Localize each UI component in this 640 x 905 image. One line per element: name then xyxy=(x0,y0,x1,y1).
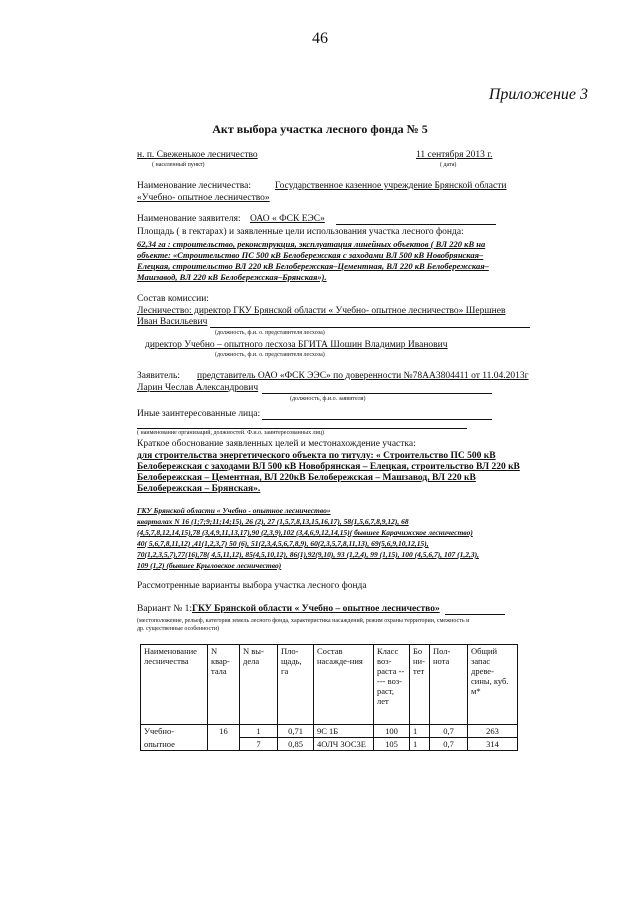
table-cell: 0,7 xyxy=(430,725,468,738)
applicant-label: Наименование заявителя: xyxy=(137,214,241,224)
quarters-line: (4,5,7,8,12,14,15),78 (3,4,9,11,13,17),90 (2,3,9),102 (3,4,6,9,12,14,15)( бывшее Карачижское лесничество) xyxy=(137,528,473,537)
table-cell: 100 xyxy=(374,725,410,738)
commission-underline xyxy=(210,327,530,328)
table-cell: 1 xyxy=(410,738,430,751)
area-line: Машзавод, ВЛ 220 кВ Белобережская–Брянская»). xyxy=(137,272,327,282)
justification-line: для строительства энергетического объекта по титулу: « Строительство ПС 500 кВ xyxy=(137,451,496,461)
quarters-line: 40( 5,6,7,8,11,12) ,41(1,2,3,7) 50 (6), 51(2,3,4,5,6,7,8,9), 60(2,3,5,7,8,11,13), 69(5,6,9,10,12,15), xyxy=(137,539,429,548)
applicant-rep-name: Ларин Чеслав Александрович xyxy=(137,383,259,393)
table-cell: 263 xyxy=(468,725,518,738)
quarters-line: кварталах N 16 (1;7;9;11;14;15), 26 (2), 27 (1,5,7,8,13,15,16,17), 58(1,5,6,7,8,9,12), 68 xyxy=(137,517,409,526)
appendix-label: Приложение 3 xyxy=(488,86,588,103)
quarters-line: ГКУ Брянской области « Учебно - опытное лесничество» xyxy=(137,506,331,515)
table-header: Пло-щадь, га xyxy=(278,645,314,725)
table-row xyxy=(141,738,518,751)
others-underline2 xyxy=(137,428,467,429)
quarters-line: 70(1,2,3,5,7),77(16),78( 4,5,11,12), 85(4,5,10,12), 86(1),92(9,10), 93 (1,2,4), 99 (1,15), 100 (4,5,6,7), 107 (1,2,3), xyxy=(137,550,480,559)
applicant-rep-caption: (должность, ф.и.о. заявителя) xyxy=(290,396,366,402)
justification-line: Белобережская с заходами ВЛ 500 кВ Новобрянская – Елецкая, строительство ВЛ 220 кВ xyxy=(137,462,520,472)
area-line: Елецкая, строительство ВЛ 220 кВ Белобережская–Цементная, ВЛ 220 кВ Белобережская– xyxy=(137,261,489,271)
commission-director-line: директор Учебно – опытного лесхоза БГИТА Шошин Владимир Иванович xyxy=(145,340,448,350)
table-cell: 0,71 xyxy=(278,725,314,738)
table-cell: 314 xyxy=(468,738,518,751)
commission-forestry-line: Лесничество: директор ГКУ Брянской области « Учебно- опытное лесничество» Шершнев xyxy=(137,306,506,316)
forestry-line2: «Учебно- опытное лесничество» xyxy=(137,193,270,203)
variant1-value: ГКУ Брянской области « Учебно – опытное лесничество» xyxy=(192,604,440,614)
applicant-rep-underline xyxy=(262,393,492,394)
place-caption: ( населенный пункт) xyxy=(152,162,205,168)
area-line: 62,34 га : строительство, реконструкция, эксплуатация линейных объектов ( ВЛ 220 кВ на xyxy=(137,239,486,249)
table-header: Пол-нота xyxy=(430,645,468,725)
justification-line: Белобережская – Брянская». xyxy=(137,484,261,494)
table-header: Состав насажде-ния xyxy=(314,645,374,725)
commission-caption1: (должность, ф.и. о. представителя лесхоза) xyxy=(215,330,325,336)
variant1-caption2: др. существенные особенности) xyxy=(137,626,219,632)
others-label: Иные заинтересованные лица: xyxy=(137,409,261,419)
table-cell: 16 xyxy=(208,725,240,738)
table-cell: 1 xyxy=(240,725,278,738)
table-cell: 4ОЛЧ 3ОС3Е xyxy=(314,738,374,751)
place-value: н. п. Свеженькое лесничество xyxy=(137,150,258,160)
document-title: Акт выбора участка лесного фонда № 5 xyxy=(212,122,428,136)
table-row xyxy=(141,725,518,738)
commission-forestry-name: Иван Васильевич xyxy=(137,317,208,327)
table-cell: 9С 1Б xyxy=(314,725,374,738)
others-underline xyxy=(262,419,492,420)
table-cell xyxy=(208,738,240,751)
forestry-line1: Государственное казенное учреждение Брянской области xyxy=(275,181,507,191)
area-line: объекте: «Строительство ПС 500 кВ Белобережская с заходами ВЛ 500 кВ Новобрянская– xyxy=(137,250,484,260)
table-cell: 0,85 xyxy=(278,738,314,751)
table-cell: 105 xyxy=(374,738,410,751)
table-header: Класс воз-раста ----- воз-раст, лет xyxy=(374,645,410,725)
commission-label: Состав комиссии: xyxy=(137,294,209,304)
commission-caption2: (должность, ф.и. о. представителя лесхоза) xyxy=(215,352,325,358)
quarters-line: 109 (1,2) (бывшее Крыловское лесничество) xyxy=(137,561,282,570)
table-cell: 7 xyxy=(240,738,278,751)
table-cell: Учебно- xyxy=(141,725,208,738)
variant1-underline xyxy=(445,614,505,615)
applicant-rep-value: представитель ОАО «ФСК ЭЭС» по доверенности №78АА3804411 от 11.04.2013г xyxy=(197,371,529,381)
table-header: Наименование лесничества xyxy=(141,645,208,725)
applicant-value: ОАО « ФСК ЕЭС» xyxy=(250,214,325,224)
others-caption: ( наименование организаций, должностей. Ф.и.о. заинтересованных лиц) xyxy=(137,430,325,436)
table-header: Общий запас древе-сины, куб. м* xyxy=(468,645,518,725)
table-header: N квар-тала xyxy=(208,645,240,725)
justification-label: Краткое обоснование заявленных целей и местонахождение участка: xyxy=(137,439,416,449)
variant1-label: Вариант № 1: xyxy=(137,604,193,614)
forestry-label: Наименование лесничества: xyxy=(137,181,251,191)
variant1-caption1: (местоположение, рельеф, категория земель лесного фонда, характеристика насаждений, режим охраны территории, смежность и xyxy=(137,618,470,624)
applicant-underline xyxy=(336,224,496,225)
applicant-rep-label: Заявитель: xyxy=(137,371,180,381)
table-cell: опытное xyxy=(141,738,208,751)
variants-label: Рассмотренные варианты выбора участка лесного фонда xyxy=(137,581,367,591)
page-number: 46 xyxy=(312,30,328,47)
table-cell: 1 xyxy=(410,725,430,738)
area-label: Площадь ( в гектарах) и заявленные цели использования участка лесного фонда: xyxy=(137,227,464,237)
date-caption: ( дата) xyxy=(440,162,457,168)
forest-table xyxy=(140,644,518,751)
table-cell: 0,7 xyxy=(430,738,468,751)
date-value: 11 сентября 2013 г. xyxy=(416,150,493,160)
justification-line: Белобережская – Цементная, ВЛ 220кВ Белобережская – Машзавод, ВЛ 220 кВ xyxy=(137,473,476,483)
table-header: N вы-дела xyxy=(240,645,278,725)
table-header: Бо ни-тет xyxy=(410,645,430,725)
